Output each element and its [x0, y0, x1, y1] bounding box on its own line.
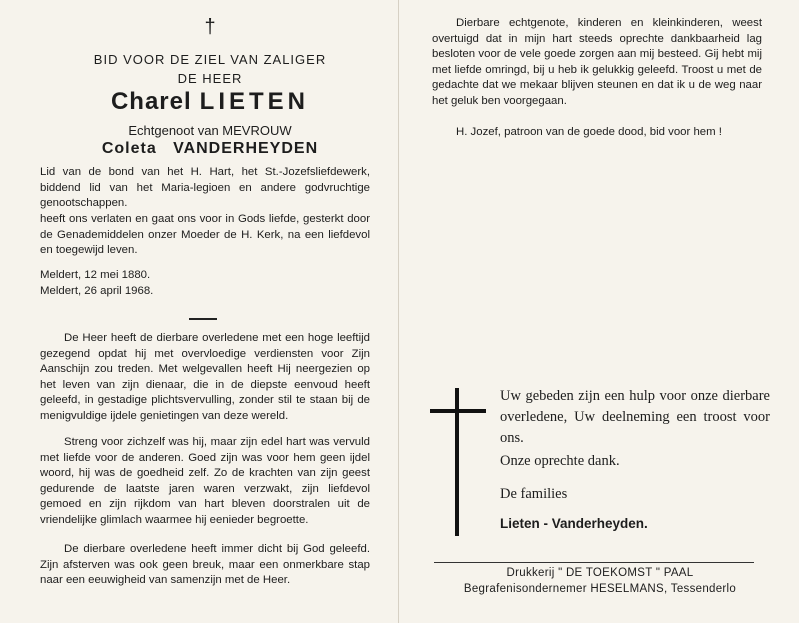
patron-prayer: H. Jozef, patroon van de goede dood, bid voor hem !	[456, 126, 722, 138]
spouse-line: Echtgenoot van MEVROUW	[128, 123, 292, 138]
footer-rule	[434, 562, 754, 563]
title-line: DE HEER	[177, 71, 243, 86]
tribute-paragraph-2: Streng voor zichzelf was hij, maar zijn edel hart was vervuld met liefde voor de anderen. Goed zijn was voor hem geen ijdel woord, hij was de goedheid zelf. Zo de krachten van zijn geest gedurende de laatste jaren waren verzwakt, zijn liefdevol gemoed en zijn rijkdom van hart bleven doorstralen uit de vriendelijke glimlach waarmee hij eenieder begroette.	[40, 436, 370, 526]
prayer-request: Uw gebeden zijn een hulp voor onze dierbare overledene, Uw deelneming een troost voor ons.	[500, 388, 770, 446]
death-paragraph: heeft ons verlaten en gaat ons voor in Gods liefde, gesterkt door de Genademiddelen onzer Moeder de H. Kerk, na een liefdevol en toegewijd leven.	[40, 213, 370, 257]
birth-date: Meldert, 12 mei 1880.	[40, 269, 151, 281]
surname: LIETEN	[199, 88, 310, 115]
prayer-heading: BID VOOR DE ZIEL VAN ZALIGER	[93, 52, 327, 67]
families-label: De families	[500, 486, 568, 502]
deceased-name	[40, 88, 380, 116]
small-cross-icon: †	[204, 16, 216, 38]
thanks-line: Onze oprechte dank.	[500, 453, 620, 469]
farewell-paragraph: Dierbare echtgenote, kinderen en kleinkinderen, weest overtuigd dat in mijn hart steeds oprechte dankbaarheid lag besloten voor de vele goede zorgen aan mij besteed. Gij hebt mij met liefde omringd, bij u heb ik gelukkig geleefd. Troost u met de gedachte dat we mekaar blijven steunen en dat ik u de weg naar het geluk ben voorgegaan.	[432, 17, 762, 107]
spouse-name: Coleta VANDERHEYDEN	[101, 140, 319, 157]
family-names: Lieten - Vanderheyden.	[500, 516, 648, 531]
first-name: Charel	[110, 88, 192, 115]
tribute-paragraph-3: De dierbare overledene heeft immer dicht bij God geleefd. Zijn afsterven was ook geen breuk, maar een onmerkbare stap naar een eeuwigheid van samenzijn met de Heer.	[40, 543, 370, 587]
tribute-paragraph-1: De Heer heeft de dierbare overledene met een hoge leeftijd gezegend opdat hij met overvloedige verdiensten voor Zijn Aanschijn zou treden. Met welgevallen heeft Hij neergezien op het leven van zijn dienaar, die in de diepste eenvoud heeft geleefd, in gestadige plichtsvervulling, zonder stil te staan bij de menigvuldige ijdele genietingen van deze wereld.	[40, 332, 370, 422]
funeral-director-line: Begrafenisondernemer HESELMANS, Tessenderlo	[463, 583, 737, 595]
death-date: Meldert, 26 april 1968.	[40, 285, 154, 297]
separator	[189, 318, 217, 320]
printer-line: Drukkerij " DE TOEKOMST " PAAL	[506, 567, 694, 579]
bio-paragraph: Lid van de bond van het H. Hart, het St.-Jozefsliefdewerk, biddend lid van het Maria-legioen en andere godvruchtige genootschappen.	[40, 166, 370, 210]
